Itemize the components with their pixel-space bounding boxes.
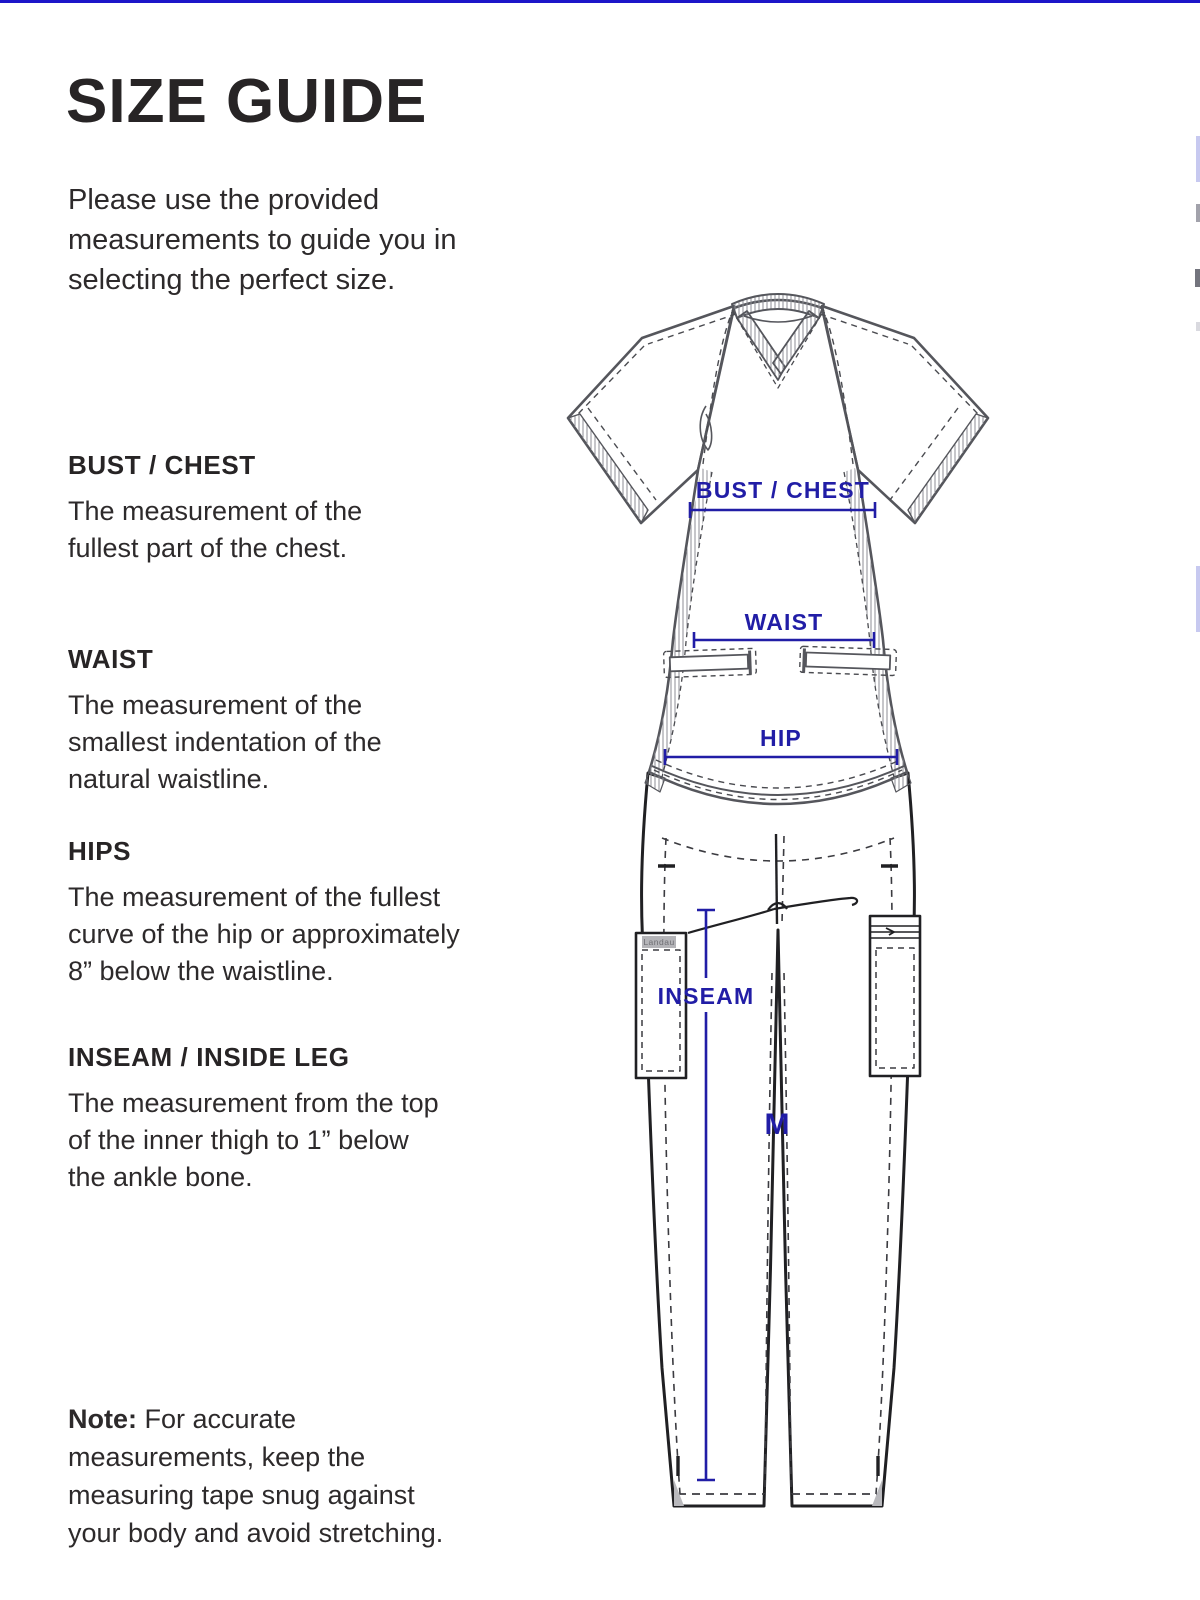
scrubs-technical-drawing xyxy=(538,278,1008,1578)
definition-line: the ankle bone. xyxy=(68,1162,253,1192)
definition-inseam xyxy=(68,1042,439,1196)
note-line: measurements, keep the xyxy=(68,1442,366,1472)
definition-term: HIPS xyxy=(68,836,132,866)
hip-measure-label: HIP xyxy=(760,725,802,751)
definition-line: smallest indentation of the xyxy=(68,727,382,757)
intro-line: selecting the perfect size. xyxy=(68,264,396,296)
definition-line: The measurement of the xyxy=(68,496,363,526)
intro-line: Please use the provided xyxy=(68,184,380,216)
note-label: Note: xyxy=(68,1404,137,1434)
definition-term: WAIST xyxy=(68,644,154,674)
definition-line: natural waistline. xyxy=(68,764,270,794)
definition-line: 8” below the waistline. xyxy=(68,956,334,986)
pocket-brand-tag: Landau xyxy=(643,937,675,947)
definition-term: BUST / CHEST xyxy=(68,450,256,480)
intro-line: measurements to guide you in xyxy=(68,224,457,256)
size-letter-label: M xyxy=(764,1108,790,1141)
right-cargo-pocket xyxy=(870,916,920,1076)
definition-line: of the inner thigh to 1” below xyxy=(68,1125,409,1155)
definition-waist xyxy=(68,644,382,798)
definition-hips xyxy=(68,836,460,990)
right-edge-scrollbar-fragment xyxy=(1196,566,1200,632)
note-text xyxy=(68,1400,443,1552)
page-title: SIZE GUIDE xyxy=(66,67,428,136)
note-line: your body and avoid stretching. xyxy=(68,1518,444,1548)
waist-measure-label: WAIST xyxy=(744,609,824,635)
top-accent-border xyxy=(0,0,1200,3)
definition-line: The measurement from the top xyxy=(68,1088,439,1118)
bust-chest-measure-label: BUST / CHEST xyxy=(695,477,871,503)
definition-line: curve of the hip or approximately xyxy=(68,919,460,949)
right-edge-fragment xyxy=(1196,322,1200,331)
definition-line: fullest part of the chest. xyxy=(68,533,348,563)
right-edge-fragment xyxy=(1195,269,1200,287)
note-line: measuring tape snug against xyxy=(68,1480,415,1510)
definition-bust-chest xyxy=(68,450,362,567)
definition-line: The measurement of the xyxy=(68,690,363,720)
intro-text xyxy=(68,180,457,300)
right-edge-fragment xyxy=(1196,204,1200,222)
note-line: For accurate xyxy=(144,1404,297,1434)
inseam-measure-label: INSEAM xyxy=(657,983,755,1009)
right-edge-scrollbar-fragment xyxy=(1196,136,1200,182)
definition-term: INSEAM / INSIDE LEG xyxy=(68,1042,350,1072)
definition-line: The measurement of the fullest xyxy=(68,882,441,912)
